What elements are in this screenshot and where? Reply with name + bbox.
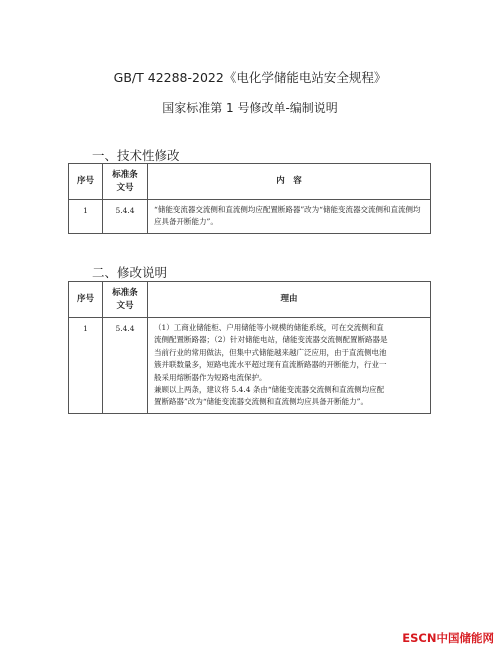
document-title: GB/T 42288-2022《电化学储能电站安全规程》 (113, 70, 387, 85)
row-reason (148, 318, 431, 414)
header-no: 序号 (69, 282, 103, 318)
reason-line: 兼顾以上两条，建议将 5.4.4 条由“储能变流器交流侧和直流侧均应配 (154, 385, 385, 395)
header-clause: 标准条文号 (103, 282, 148, 318)
header-clause: 标准条文号 (103, 164, 148, 200)
reason-line: 簇并联数量多，短路电流水平超过现有直流断路器的开断能力，行业一 (154, 360, 387, 370)
header-no: 序号 (69, 164, 103, 200)
section2-heading: 二、修改说明 (92, 265, 168, 280)
technical-change-table (68, 163, 431, 234)
row-clause: 5.4.4 (103, 318, 148, 414)
header-reason: 理由 (148, 282, 431, 318)
row-content: “储能变流器交流侧和直流侧均应配置断路器”改为“储能变流器交流侧和直流侧均应具备开断能力”。 (148, 200, 431, 234)
row-no: 1 (69, 318, 103, 414)
reason-line: 般采用熔断器作为短路电流保护。 (154, 372, 267, 382)
watermark-logo: ESCN中国储能网 (402, 631, 494, 645)
document-subtitle: 国家标准第 1 号修改单-编制说明 (162, 101, 338, 115)
table-row (69, 318, 431, 414)
row-clause: 5.4.4 (103, 200, 148, 234)
reason-line: （1）工商业储能柜、户用储能等小规模的储能系统，可在交流侧和直 (154, 323, 384, 332)
table-header-row (69, 282, 431, 318)
table-row (69, 200, 431, 234)
table-header-row (69, 164, 431, 200)
reason-line: 当前行业的常用做法，但集中式储能越来越广泛应用，由于直流侧电池 (154, 347, 387, 357)
reason-line: 置断路器”改为“储能变流器交流侧和直流侧均应具备开断能力”。 (154, 397, 369, 407)
header-content: 内 容 (148, 164, 431, 200)
change-reason-table (68, 281, 431, 414)
section1-heading: 一、技术性修改 (92, 148, 180, 163)
row-no: 1 (69, 200, 103, 234)
reason-line: 流侧配置断路器；（2）针对储能电站，储能变流器交流侧配置断路器是 (154, 335, 388, 345)
